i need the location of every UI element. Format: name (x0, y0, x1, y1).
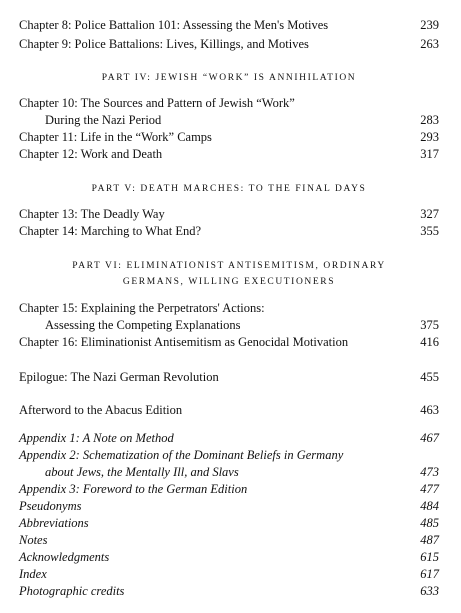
entry-page: 355 (420, 224, 439, 238)
entry-page: 317 (420, 147, 439, 161)
entry-title: Epilogue: The Nazi German Revolution (19, 370, 219, 384)
part-heading-vi: PART VI: ELIMINATIONIST ANTISEMITISM, ORDINARY (72, 261, 386, 271)
entry-title: Chapter 16: Eliminationist Antisemitism as Genocidal Motivation (19, 335, 349, 349)
entry-title: Chapter 9: Police Battalions: Lives, Killings, and Motives (19, 37, 309, 51)
entry-page: 263 (420, 37, 439, 51)
entry-page: 283 (420, 113, 439, 127)
part-heading-vi-cont: GERMANS, WILLING EXECUTIONERS (122, 277, 336, 287)
entry-page: 293 (420, 130, 439, 144)
entry-title: Pseudonyms (19, 499, 82, 513)
entry-page: 487 (420, 533, 439, 547)
entry-page: 467 (420, 431, 439, 445)
entry-page: 463 (420, 403, 439, 417)
entry-title: Index (19, 567, 47, 581)
entry-page: 484 (420, 499, 439, 513)
part-heading-v: PART V: DEATH MARCHES: TO THE FINAL DAYS (91, 184, 367, 194)
entry-page: 416 (420, 335, 439, 349)
entry-title: Appendix 2: Schematization of the Dominant Beliefs in Germany (19, 448, 344, 462)
entry-page: 485 (420, 516, 439, 530)
entry-title: Chapter 14: Marching to What End? (19, 224, 202, 238)
entry-title: Chapter 11: Life in the “Work” Camps (19, 130, 212, 144)
entry-title: During the Nazi Period (45, 113, 162, 127)
entry-page: 375 (420, 318, 439, 332)
entry-title: Chapter 15: Explaining the Perpetrators' Actions: (19, 301, 265, 315)
entry-title: Chapter 12: Work and Death (19, 147, 163, 161)
entry-title: Assessing the Competing Explanations (45, 318, 241, 332)
entry-title: Notes (19, 533, 48, 547)
entry-page: 633 (420, 584, 439, 598)
entry-title: Afterword to the Abacus Edition (19, 403, 183, 417)
entry-page: 477 (420, 482, 439, 496)
entry-page: 239 (420, 18, 439, 32)
entry-title: about Jews, the Mentally Ill, and Slavs (45, 465, 239, 479)
entry-title: Abbreviations (19, 516, 89, 530)
entry-page: 327 (420, 207, 439, 221)
entry-title: Chapter 13: The Deadly Way (19, 207, 165, 221)
entry-title: Appendix 3: Foreword to the German Edition (19, 482, 248, 496)
entry-page: 473 (420, 465, 439, 479)
entry-title: Chapter 10: The Sources and Pattern of Jewish “Work” (19, 96, 295, 110)
entry-page: 455 (420, 370, 439, 384)
entry-page: 615 (420, 550, 439, 564)
entry-page: 617 (420, 567, 439, 581)
entry-title: Chapter 8: Police Battalion 101: Assessing the Men's Motives (19, 18, 329, 32)
entry-title: Acknowledgments (19, 550, 110, 564)
entry-title: Photographic credits (19, 584, 125, 598)
entry-title: Appendix 1: A Note on Method (19, 431, 174, 445)
part-heading-iv: PART IV: JEWISH “WORK” IS ANNIHILATION (101, 73, 357, 83)
